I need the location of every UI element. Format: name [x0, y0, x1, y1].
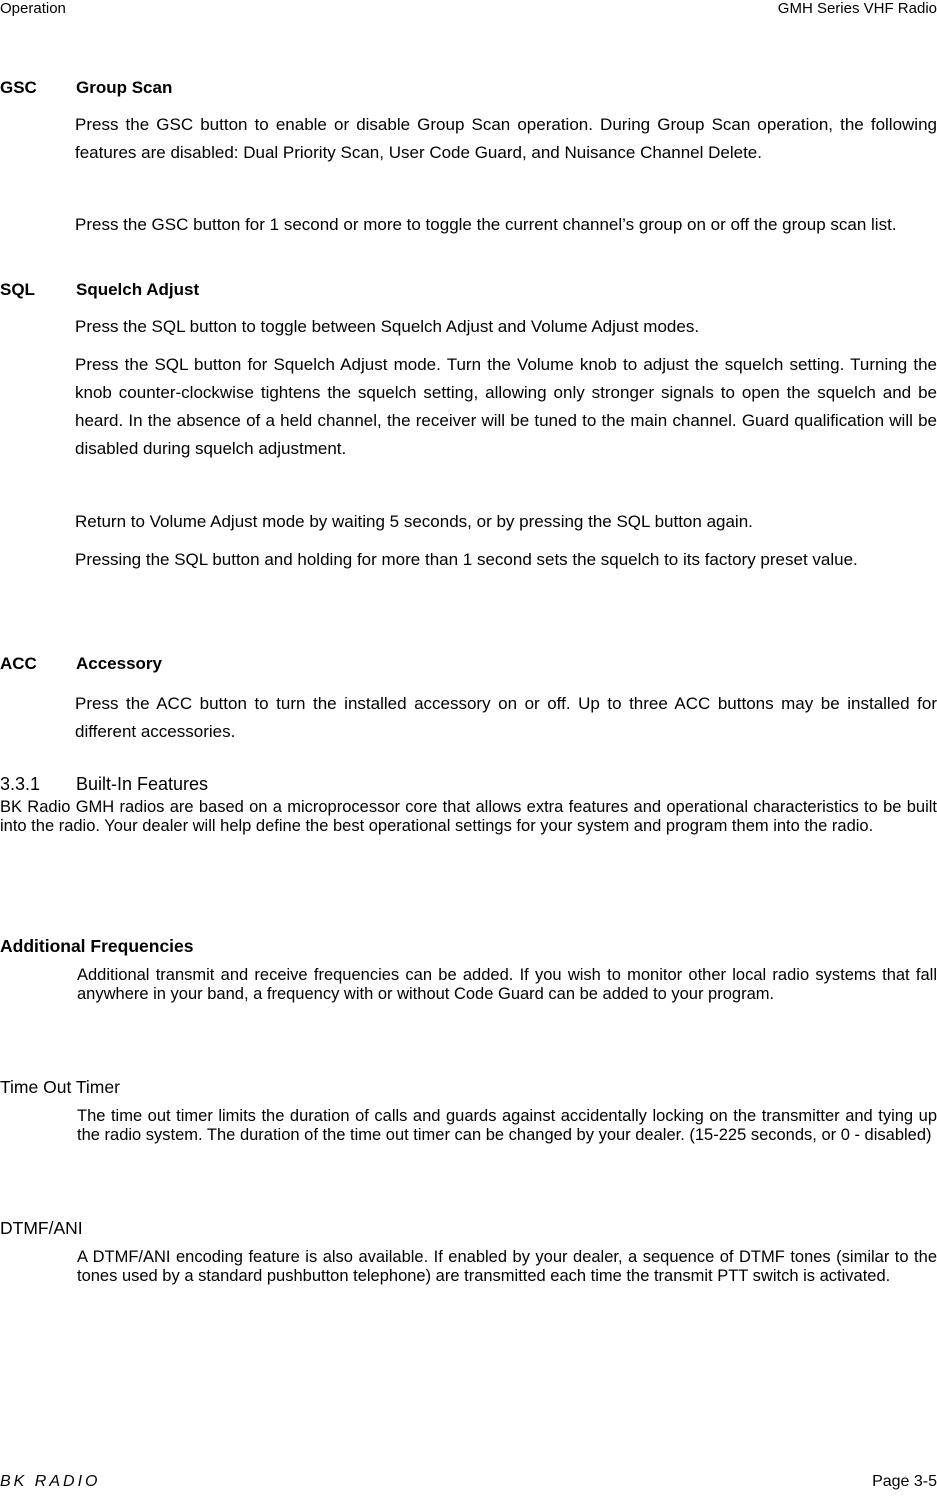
- term-code: ACC: [0, 654, 37, 673]
- running-header-title: GMH Series VHF Radio: [777, 0, 937, 17]
- additional-frequencies-paragraph: Additional transmit and receive frequencies can be added. If you wish to monitor other local radio systems that fall anywhere in your band, a frequency with or without Code Guard can be added to your program.: [77, 966, 937, 1003]
- sql-paragraph-4: Pressing the SQL button and holding for more than 1 second sets the squelch to its factory preset value.: [75, 550, 858, 569]
- section-title: Built-In Features: [76, 774, 209, 794]
- term-code: GSC: [0, 78, 37, 97]
- term-title: Squelch Adjust: [76, 280, 200, 299]
- gsc-paragraph-2: Press the GSC button for 1 second or more to toggle the current channel’s group on or off the group scan list.: [75, 215, 897, 234]
- section-number: 3.3.1: [0, 774, 41, 794]
- time-out-timer-paragraph: The time out timer limits the duration of calls and guards against accidentally locking on the transmitter and tying up the radio system. The duration of the time out timer can be changed by your dealer. (15-225 seconds, or 0 - disabled): [77, 1107, 937, 1144]
- dtmf-heading: DTMF/ANI: [0, 1218, 83, 1238]
- term-title: Accessory: [76, 654, 163, 673]
- acc-paragraph-1: Press the ACC button to turn the installed accessory on or off. Up to three ACC buttons may be installed for different accessories.: [75, 694, 937, 741]
- sql-paragraph-2: Press the SQL button for Squelch Adjust mode. Turn the Volume knob to adjust the squelch setting. Turning the knob counter-clockwise tightens the squelch setting, allowing only stronger signals to open the squelch and be heard. In the absence of a held channel, the receiver will be tuned to the main channel. Guard qualification will be disabled during squelch adjustment.: [75, 355, 937, 458]
- sql-paragraph-1: Press the SQL button to toggle between Squelch Adjust and Volume Adjust modes.: [75, 317, 700, 336]
- gsc-paragraph-1: Press the GSC button to enable or disable Group Scan operation. During Group Scan operation, the following features are disabled: Dual Priority Scan, User Code Guard, and Nuisance Channel Delete.: [75, 115, 937, 162]
- time-out-timer-heading: Time Out Timer: [0, 1077, 120, 1097]
- footer-brand: BK RADIO: [0, 1473, 101, 1490]
- additional-frequencies-heading: Additional Frequencies: [0, 936, 194, 956]
- term-code: SQL: [0, 280, 35, 299]
- section-heading: [0, 774, 208, 795]
- term-title: Group Scan: [76, 78, 173, 97]
- dtmf-paragraph: A DTMF/ANI encoding feature is also available. If enabled by your dealer, a sequence of DTMF tones (similar to the tones used by a standard pushbutton telephone) are transmitted each time the transmit PTT switch is activated.: [77, 1248, 937, 1285]
- running-header-section: Operation: [0, 0, 66, 17]
- sql-paragraph-3: Return to Volume Adjust mode by waiting 5 seconds, or by pressing the SQL button again.: [75, 512, 753, 531]
- page-number: Page 3-5: [872, 1473, 937, 1490]
- builtin-paragraph: BK Radio GMH radios are based on a microprocessor core that allows extra features and operational characteristics to be built into the radio. Your dealer will help define the best operational settings for your system and program them into the radio.: [0, 798, 937, 835]
